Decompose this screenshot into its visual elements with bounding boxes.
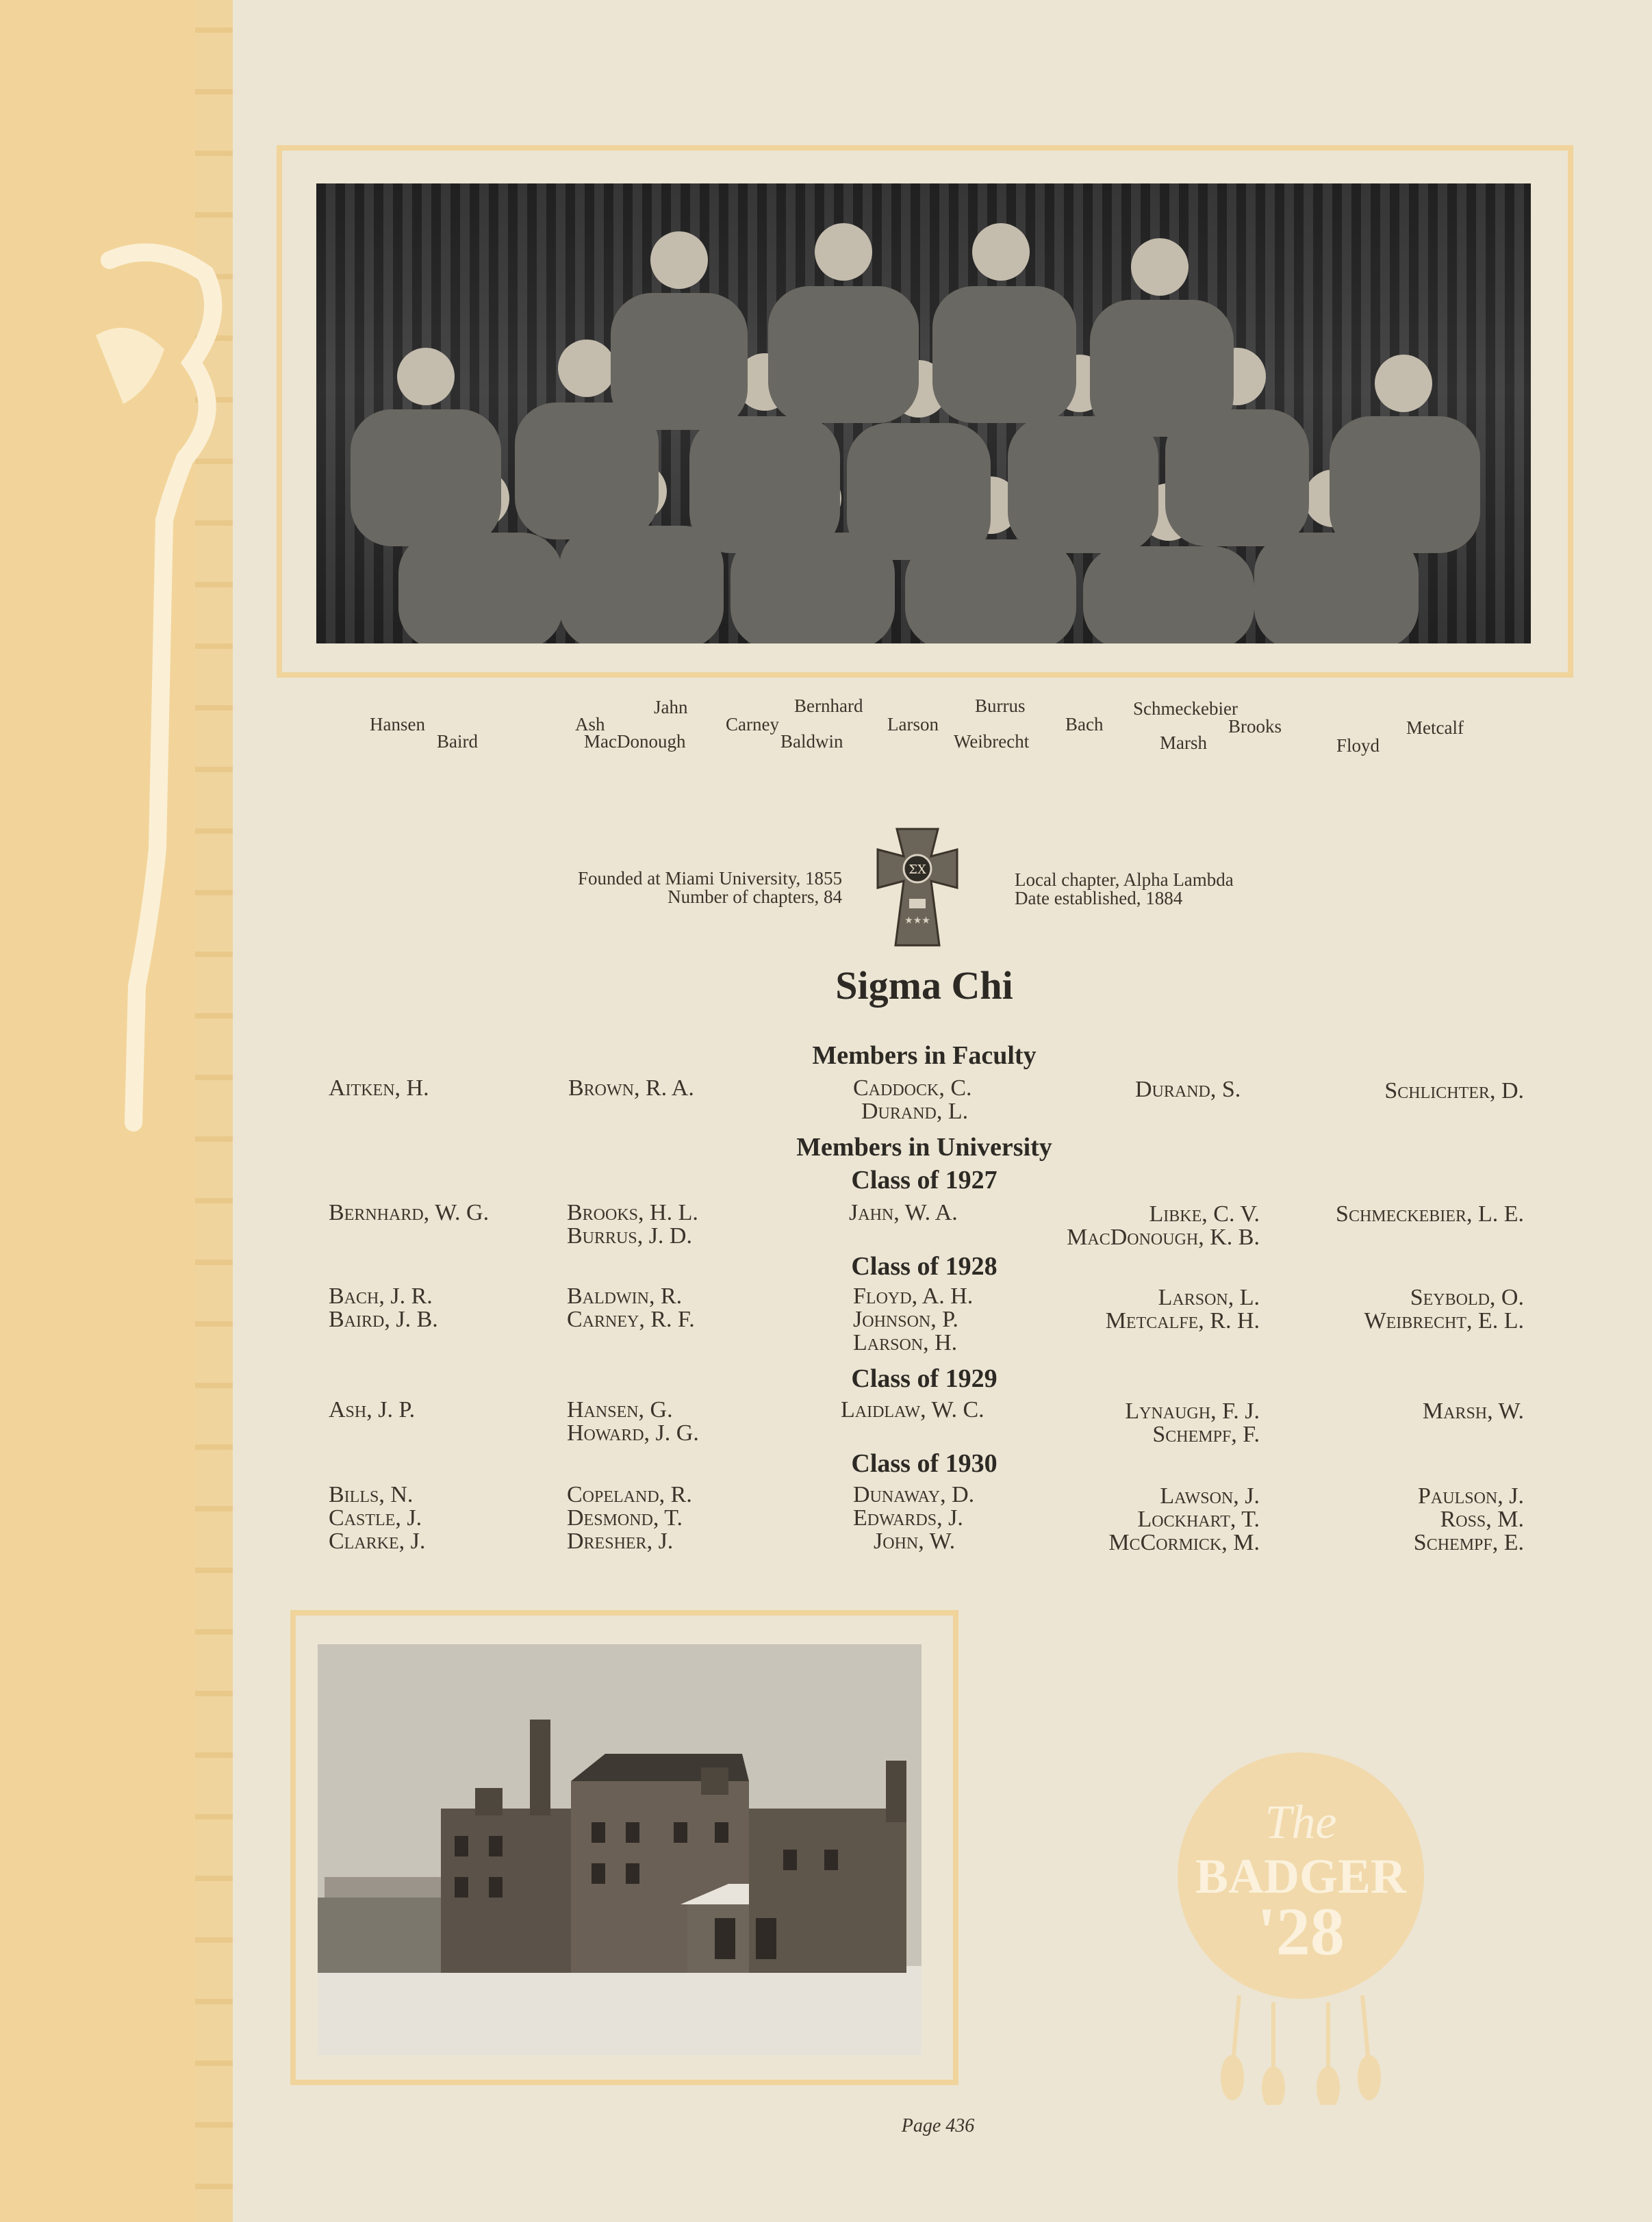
member-name: Libke, C. V.	[1149, 1201, 1260, 1227]
member-name: Brown, R. A.	[568, 1075, 694, 1101]
established-text: Date established, 1884	[1015, 888, 1183, 908]
member-name: Seybold, O.	[1410, 1285, 1524, 1310]
member-name: Bills, N.	[329, 1482, 414, 1507]
caption-name: Burrus	[975, 695, 1026, 716]
roster-column	[853, 1077, 972, 1123]
member-name: Durand, L.	[861, 1099, 969, 1124]
caption-name: Baldwin	[780, 731, 843, 752]
caption-name: Metcalf	[1406, 717, 1464, 738]
member-name: Ross, M.	[1440, 1507, 1524, 1532]
member-name: Marsh, W.	[1422, 1399, 1524, 1424]
member-name: John, W.	[874, 1529, 956, 1554]
caption-name: Baird	[437, 731, 478, 752]
fraternity-badge-icon	[874, 825, 961, 948]
member-name: Aitken, H.	[329, 1075, 429, 1101]
member-name: Paulson, J.	[1418, 1483, 1524, 1509]
roster-column	[972, 1203, 1260, 1249]
roster-column	[329, 1077, 429, 1100]
roster-column	[972, 1485, 1260, 1555]
page-title: Sigma Chi	[835, 963, 1013, 1008]
member-name: Weibrecht, E. L.	[1364, 1308, 1524, 1333]
roster-column	[329, 1285, 438, 1331]
member-name: Lawson, J.	[1160, 1483, 1260, 1509]
roster-column	[841, 1399, 984, 1422]
member-name: Lockhart, T.	[1137, 1507, 1260, 1532]
caption-name: Hansen	[370, 714, 425, 735]
member-name: Dresher, J.	[567, 1529, 674, 1554]
member-name: Metcalfe, R. H.	[1105, 1308, 1260, 1333]
caption-name: Floyd	[1336, 735, 1380, 756]
member-name: Burrus, J. D.	[567, 1223, 692, 1249]
roster-column	[329, 1201, 489, 1225]
group-photo-figures	[316, 183, 1531, 643]
founded-text: Founded at Miami University, 1855	[578, 868, 842, 889]
member-name: Edwards, J.	[853, 1505, 963, 1531]
chapters-text: Number of chapters, 84	[668, 886, 842, 907]
member-name: Bernhard, W. G.	[329, 1200, 490, 1225]
member-name: Johnson, P.	[853, 1307, 958, 1332]
member-name: Castle, J.	[329, 1505, 422, 1531]
roster-column	[1273, 1400, 1524, 1423]
roster-column	[567, 1399, 699, 1445]
member-name: Lynaugh, F. J.	[1125, 1399, 1260, 1424]
member-name: Bach, J. R.	[329, 1284, 433, 1309]
caption-name: MacDonough	[584, 731, 686, 752]
house-photo-drawing	[318, 1644, 922, 2055]
roster-column	[1273, 1485, 1524, 1555]
member-name: Larson, H.	[853, 1330, 958, 1355]
roster-column	[1287, 1080, 1524, 1103]
member-name: Schempf, F.	[1152, 1422, 1260, 1447]
member-name: Schempf, E.	[1413, 1530, 1524, 1555]
member-name: Clarke, J.	[329, 1529, 426, 1554]
member-name: Baird, J. B.	[329, 1307, 438, 1332]
house-photo	[318, 1644, 922, 2055]
member-name: Baldwin, R.	[567, 1284, 683, 1309]
roster-column	[329, 1483, 425, 1553]
member-name: Durand, S.	[1135, 1077, 1241, 1102]
svg-text:ΣX: ΣX	[908, 863, 926, 877]
seal-text: The	[1265, 1796, 1337, 1849]
class-heading: Class of 1929	[851, 1364, 997, 1393]
caption-name: Bach	[1065, 714, 1104, 735]
member-name: Schlichter, D.	[1384, 1078, 1524, 1103]
faculty-heading: Members in Faculty	[812, 1041, 1037, 1070]
member-name: MacDonough, K. B.	[1067, 1225, 1260, 1250]
class-heading: Class of 1927	[851, 1166, 997, 1195]
chapter-info	[1015, 871, 1234, 908]
member-name: Hansen, G.	[567, 1397, 673, 1422]
caption-name: Weibrecht	[954, 731, 1030, 752]
member-name: Ash, J. P.	[329, 1397, 416, 1422]
caption-name: Marsh	[1160, 732, 1207, 753]
roster-column	[853, 1285, 973, 1355]
roster-column	[1135, 1078, 1241, 1101]
roster-column	[567, 1201, 698, 1248]
badger-seal-icon	[1164, 1749, 1438, 2105]
member-name: Jahn, W. A.	[849, 1200, 958, 1225]
group-photo	[316, 183, 1531, 643]
founding-info	[479, 869, 842, 906]
member-name: Desmond, T.	[567, 1505, 683, 1531]
local-chapter-text: Local chapter, Alpha Lambda	[1015, 869, 1234, 890]
roster-column	[972, 1400, 1260, 1446]
caption-name: Ash	[575, 714, 605, 735]
member-name: Copeland, R.	[567, 1482, 692, 1507]
class-heading: Class of 1928	[851, 1252, 997, 1281]
roster-column	[567, 1483, 692, 1553]
seal-text: '28	[1257, 1893, 1345, 1969]
member-name: Schmeckebier, L. E.	[1336, 1201, 1524, 1227]
university-heading: Members in University	[796, 1133, 1052, 1162]
roster-column	[849, 1201, 958, 1225]
caption-name: Schmeckebier	[1133, 698, 1238, 719]
seal-text: BADGER	[1195, 1849, 1407, 1904]
class-heading: Class of 1930	[851, 1449, 997, 1478]
roster-column	[329, 1399, 415, 1422]
roster-column	[853, 1483, 974, 1553]
member-name: Dunaway, D.	[853, 1482, 975, 1507]
roster-column	[568, 1077, 694, 1100]
caption-name: Larson	[887, 714, 939, 735]
caption-name: Brooks	[1228, 716, 1282, 737]
member-name: Larson, L.	[1158, 1285, 1260, 1310]
member-name: Floyd, A. H.	[853, 1284, 974, 1309]
roster-column	[1273, 1286, 1524, 1333]
member-name: Howard, J. G.	[567, 1420, 699, 1446]
caption-name: Carney	[726, 714, 779, 735]
svg-text:★★★: ★★★	[904, 915, 930, 926]
member-name: McCormick, M.	[1108, 1530, 1260, 1555]
caption-name: Bernhard	[794, 695, 863, 716]
page-number: Page 436	[901, 2115, 975, 2136]
roster-column	[1273, 1203, 1524, 1226]
caption-name: Jahn	[654, 697, 688, 717]
member-name: Caddock, C.	[853, 1075, 972, 1101]
member-name: Brooks, H. L.	[567, 1200, 698, 1225]
ornament-icon	[68, 233, 246, 1191]
roster-column	[972, 1286, 1260, 1333]
member-name: Laidlaw, W. C.	[841, 1397, 984, 1422]
member-name: Carney, R. F.	[567, 1307, 695, 1332]
roster-column	[567, 1285, 695, 1331]
